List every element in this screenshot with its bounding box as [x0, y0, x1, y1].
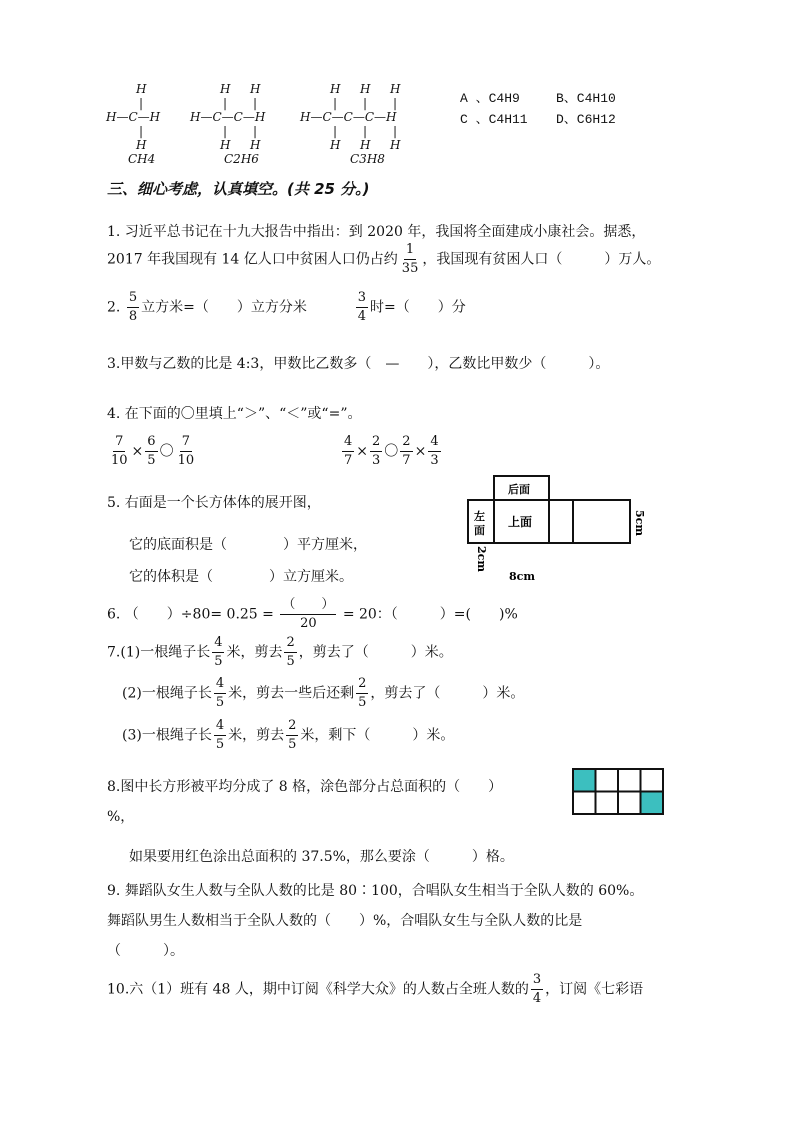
q7-line3: (3)一根绳子长 $\frac{4}{5}$ 米，剪去 $\frac{2}{5}$ 米，剩下（ ）米。 [122, 718, 455, 752]
formula-label: C3H8 [350, 152, 385, 166]
option-c: C 、C4H11 [460, 112, 528, 127]
q4-expression-2: $\frac{4}{7}$ × $\frac{2}{3}$ 〇 $\frac{2}{7}$ × $\frac{4}{3}$ [344, 434, 439, 468]
q1-line1: 1. 习近平总书记在十九大报告中指出：到 2020 年，我国将全面建成小康社会。据悉， [107, 224, 646, 240]
option-b: B、C4H10 [556, 91, 616, 106]
structural-formula-c2h6: H H | | H—C—C—H | | H H C2H6 [190, 82, 266, 166]
fraction: $\frac{1}{35}$ [401, 242, 419, 276]
q7-line1: 7.(1)一根绳子长 $\frac{4}{5}$ 米，剪去 $\frac{2}{5}$ ，剪去了（ ）米。 [107, 635, 453, 669]
q9-line1: 9. 舞蹈队女生人数与全队人数的比是 80∶100，合唱队女生相当于全队人数的 60%。 [107, 883, 644, 899]
q10-line: 10.六（1）班有 48 人，期中订阅《科学大众》的人数占全班人数的 $\frac{3}{4}$ ，订阅《七彩语 [107, 972, 644, 1006]
q8-line1: 8.图中长方形被平均分成了 8 格，涂色部分占总面积的（ ） [107, 779, 503, 795]
structural-formula-c3h8: H H H | | | H—C—C—C—H | | | H H H C3H8 [300, 82, 401, 166]
dimension-5cm: 5cm [633, 510, 646, 536]
formula-label: C2H6 [224, 152, 259, 166]
shaded-cell [641, 792, 664, 815]
left-face-label: 面 [474, 524, 485, 537]
q3-line: 3.甲数与乙数的比是 4:3，甲数比乙数多（ — ），乙数比甲数少（ ）。 [107, 356, 610, 372]
shaded-cell [573, 769, 596, 792]
structural-formula-ch4: H | H—C—H | H CH4 [106, 82, 161, 166]
section-title: 三、细心考虑，认真填空。(共 25 分。) [107, 180, 370, 198]
dimension-8cm: 8cm [509, 570, 535, 583]
top-face-label: 上面 [508, 515, 533, 529]
q8-line2: %， [107, 809, 135, 825]
q5-line1: 5. 右面是一个长方体体的展开图， [107, 495, 321, 511]
q7-line2: (2)一根绳子长 $\frac{4}{5}$ 米，剪去一些后还剩 $\frac{2}{5}$ ，剪去了（ ）米。 [122, 676, 525, 710]
back-face-label: 后面 [508, 483, 530, 496]
q9-line2: 舞蹈队男生人数相当于全队人数的（ ）%，合唱队女生与全队人数的比是 [107, 913, 583, 929]
q2-line: 2. $\frac{5}{8}$ 立方米=（ ）立方分米 $\frac{3}{4}$ 时=（ ）分 [107, 290, 466, 324]
compare-circle[interactable]: 〇 [384, 443, 399, 460]
compare-circle[interactable]: 〇 [159, 443, 174, 460]
option-d: D、C6H12 [556, 112, 616, 127]
q9-line3: （ ）。 [107, 943, 184, 959]
option-a: A 、C4H9 [460, 91, 520, 106]
dimension-2cm: 2cm [475, 546, 488, 572]
left-face-label: 左 [474, 510, 485, 523]
q6-line: 6. （ ）÷80= 0.25 = $\frac{( )}{20}$ = 20：（ ）=( )% [107, 597, 518, 631]
fraction: $\frac{3}{4}$ [357, 290, 367, 324]
eight-cell-grid [570, 766, 666, 820]
cuboid-net-diagram [460, 470, 660, 590]
fraction: $\frac{3}{4}$ [532, 972, 542, 1006]
q8-line3: 如果要用红色涂出总面积的 37.5%，那么要涂（ ）格。 [129, 849, 514, 865]
q1-line2: 2017 年我国现有 14 亿人口中贫困人口仍占约 $\frac{1}{35}$ ，我国现有贫困人口（ ）万人。 [107, 242, 661, 276]
q4-expression-1: $\frac{7}{10}$ × $\frac{6}{5}$ 〇 $\frac{7}{10}$ [111, 434, 195, 468]
q5-line2: 它的底面积是（ ）平方厘米， [129, 537, 367, 553]
fraction: $\frac{( )}{20}$ [282, 597, 335, 631]
q5-line3: 它的体积是（ ）立方厘米。 [129, 569, 353, 585]
formula-label: CH4 [128, 152, 156, 166]
fraction: $\frac{5}{8}$ [128, 290, 138, 324]
q4-prompt: 4. 在下面的〇里填上“＞”、“＜”或“=”。 [107, 406, 362, 422]
